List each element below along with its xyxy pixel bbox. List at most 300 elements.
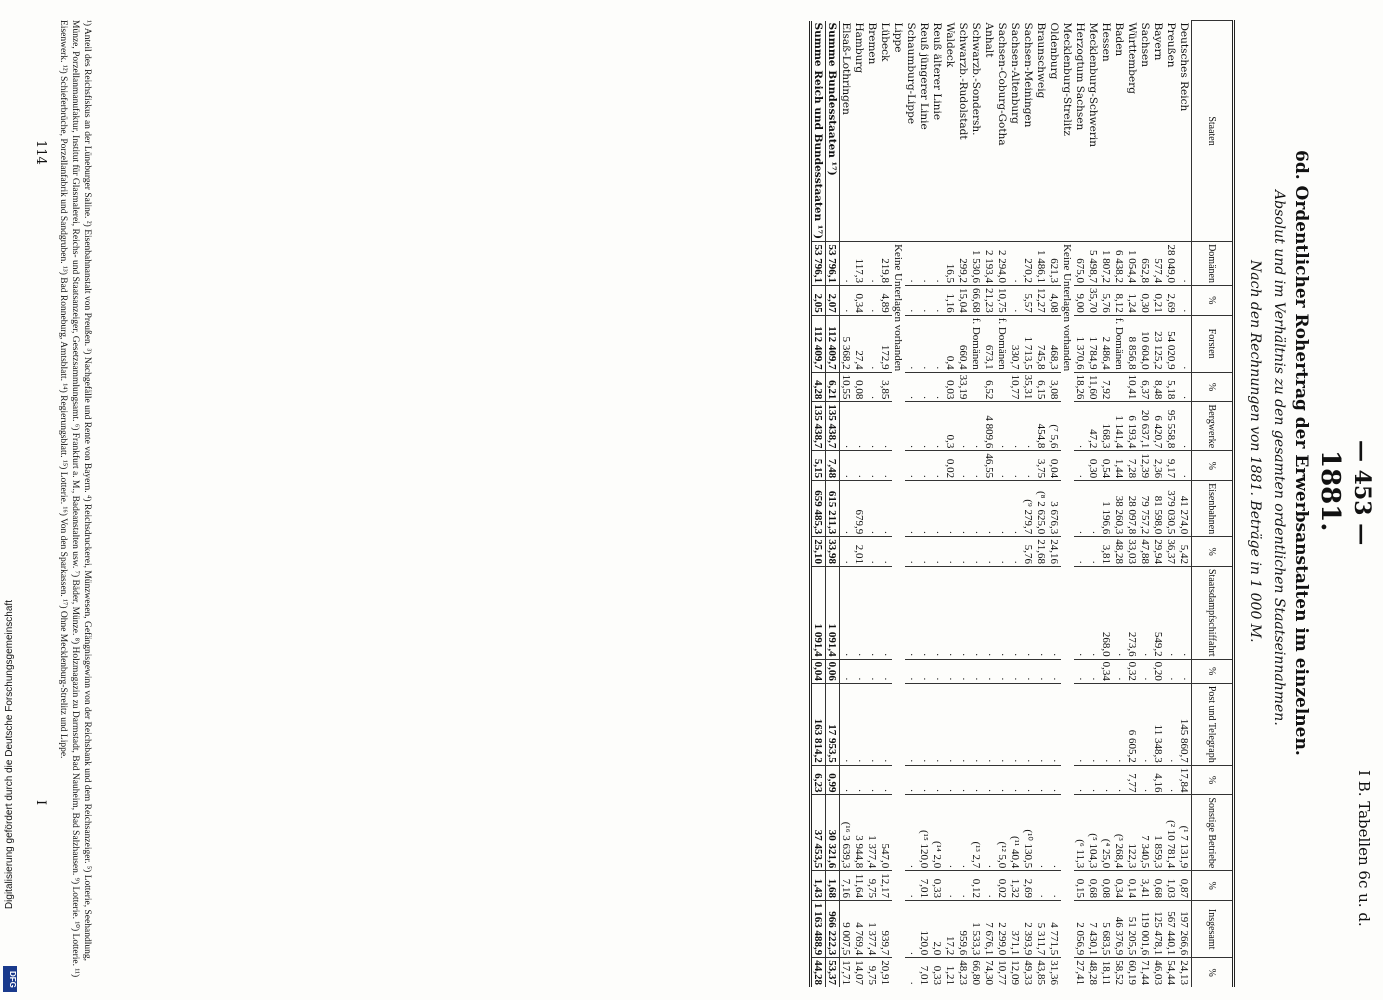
table-cell: 10 604,0 [1139, 315, 1152, 372]
table-cell: 0,34 [1100, 659, 1113, 683]
table-cell: 1,16 [944, 285, 957, 315]
table-cell: 48,23 [957, 958, 970, 987]
table-cell: 652,8 [1139, 242, 1152, 286]
table-row [879, 21, 892, 988]
table-cell: 5,76 [1100, 285, 1113, 315]
table-cell: 3,08 [1048, 372, 1061, 402]
table-cell: 9 007,5 [840, 901, 854, 958]
table-cell: 53 796,1 [811, 242, 826, 286]
table-cell: · [840, 481, 854, 537]
table-cell: · [970, 659, 983, 683]
table-cell: 9,17 [1165, 451, 1178, 481]
table-cell: · [931, 451, 944, 481]
table-cell: · [918, 315, 931, 372]
table-cell: · [996, 481, 1009, 537]
table-cell: 112 409,7 [811, 315, 826, 372]
table-cell: 567 440,1 [1165, 901, 1178, 958]
table-cell: 0,06 [826, 659, 840, 683]
table-cell: 35,70 [1087, 285, 1100, 315]
table-cell: 0,04 [1048, 451, 1061, 481]
table-cell: · [957, 683, 970, 765]
table-cell: 54 020,9 [1165, 315, 1178, 372]
table-cell: · [1165, 659, 1178, 683]
state-name: Anhalt [983, 22, 996, 58]
table-cell: · [996, 566, 1009, 659]
table-cell: 8,12 [1113, 285, 1126, 315]
table-cell: 299,2 [957, 242, 970, 286]
state-name: Summe Bundesstaaten ¹⁷) [826, 21, 840, 242]
table-cell: 4,16 [1152, 765, 1165, 795]
table-cell: 0,68 [1087, 871, 1100, 901]
table-cell: 14,07 [853, 958, 866, 987]
table-cell: 95 558,8 [1165, 402, 1178, 451]
table-cell: 7 340,5 [1139, 795, 1152, 871]
table-row [1074, 21, 1087, 988]
table-cell: 675,0 [1074, 242, 1087, 286]
table-cell: · [970, 765, 983, 795]
table-cell: 4 809,6 [983, 402, 996, 451]
table-cell: 66,80 [970, 958, 983, 987]
table-cell: 28 097,8 [1126, 481, 1139, 537]
year-heading: 1881. [1315, 450, 1345, 532]
table-cell: 135 438,7 [826, 402, 840, 451]
table-cell: 74,30 [983, 958, 996, 987]
table-cell: · [866, 566, 879, 659]
table-cell: · [879, 566, 892, 659]
table-cell: · [996, 451, 1009, 481]
table-cell: 3,81 [1100, 537, 1113, 567]
column-header: Post und Telegraph [1192, 683, 1234, 765]
table-cell: 577,4 [1152, 242, 1165, 286]
table-cell: · [931, 315, 944, 372]
table-cell: 44,28 [811, 958, 826, 987]
table-cell: 8 856,8 [1126, 315, 1139, 372]
table-cell: 11,60 [1087, 372, 1100, 402]
table-cell: 273,6 [1126, 566, 1139, 659]
table-cell: 17,2 [944, 901, 957, 958]
table-cell: 679,9 [853, 481, 866, 537]
column-header: Forsten [1192, 315, 1234, 372]
table-cell [1113, 372, 1126, 402]
table-row [892, 21, 905, 988]
table-cell: · [905, 958, 918, 987]
table-cell: · [866, 402, 879, 451]
table-cell: 673,1 [983, 315, 996, 372]
table-cell: · [944, 659, 957, 683]
table-cell: · [840, 765, 854, 795]
table-cell: · [905, 795, 918, 871]
table-cell: · [1087, 566, 1100, 659]
table-cell: · [840, 451, 854, 481]
table-cell: · [1113, 683, 1126, 765]
table-cell: 168,3 [1100, 402, 1113, 451]
table-cell: 5,42 [1178, 537, 1192, 567]
table-cell: 33,98 [826, 537, 840, 567]
table-cell: · [1035, 683, 1048, 765]
state-name: Württemberg [1126, 22, 1139, 94]
footnotes: ¹) Anteil des Reichsfiskus an der Lüneburger Saline. ²) Eisenbahnanstalt von Preußen. ³) Nachgefälle und Rente von Bayern. ⁴) Reichsdruckerei, Münzwesen, Gefängnisgewinn von der Reichsbank und dem Reichsanzeiger. ⁵) Lotterie, Seehandlung, Münze, Porzellanmanufaktur, Institut für Glasmalerei, Reichs- und Staatsanzeiger, Gesetzsammlungsamt. ⁶) Frankfurt a. M., Badeanstalten usw. ⁷) Bäder, Münze. ⁸) Holzmagazin zu Darmstadt, Bad Nauheim, Bad Salzhausen. ⁹) Lotterie. ¹⁰) Lotterie. ¹¹) Eisenwerk. ¹²) Schieferbrüche, Porzellanfabrik und Sandgruben. ¹³) Bad Ronneburg, Amtsblatt. ¹⁴) Regierungsblatt. ¹⁵) Lotterie. ¹⁶) Von den Sparkassen. ¹⁷) Ohne Mecklenburg-Strelitz und Lippe. [58, 20, 92, 978]
table-cell: 11 348,3 [1152, 683, 1165, 765]
table-cell: · [970, 566, 983, 659]
table-cell: 371,1 [1009, 901, 1022, 958]
table-cell: 0,3 [944, 402, 957, 451]
table-cell: 16,5 [944, 242, 957, 286]
table-cell: · [931, 537, 944, 567]
table-cell: 6,15 [1035, 372, 1048, 402]
table-cell: · [983, 765, 996, 795]
table-cell: 454,8 [1035, 402, 1048, 451]
table-cell: · [905, 566, 918, 659]
table-cell: 6,21 [826, 372, 840, 402]
table-row [853, 21, 866, 988]
table-header-row [1192, 21, 1234, 988]
table-cell: · [905, 285, 918, 315]
table-cell: · [944, 765, 957, 795]
table-subtitle: Absolut und im Verhältnis zu den gesamten ordentlichen Staatseinnahmen. [1271, 190, 1287, 726]
state-name: Reuß älterer Linie [931, 22, 944, 121]
table-cell: 1 091,4 [811, 566, 826, 659]
table-cell: · [1074, 481, 1087, 537]
table-cell: · [1048, 795, 1061, 871]
table-cell: · [905, 871, 918, 901]
table-cell: 120,0 [918, 901, 931, 958]
table-cell: 1 054,4 [1126, 242, 1139, 286]
table-cell: 117,3 [853, 242, 866, 286]
table-cell: · [983, 659, 996, 683]
table-cell: 4,28 [811, 372, 826, 402]
table-cell: 7,77 [1126, 765, 1139, 795]
column-header: Staaten [1192, 21, 1234, 242]
table-cell: (¹ 7 131,9 [1178, 795, 1192, 871]
table-cell: · [1087, 765, 1100, 795]
table-cell: 7 430,1 [1087, 901, 1100, 958]
table-cell: 119 001,6 [1139, 901, 1152, 958]
table-cell: · [1139, 683, 1152, 765]
table-cell: 46,03 [1152, 958, 1165, 987]
table-cell: 0,15 [1074, 871, 1087, 901]
table-cell: 1,03 [1165, 871, 1178, 901]
table-cell: 27,4 [853, 315, 866, 372]
table-cell: (⁶ 11,3 [1074, 795, 1087, 871]
table-cell: · [905, 537, 918, 567]
table-cell: 18,26 [1074, 372, 1087, 402]
table-cell: 33,19 [957, 372, 970, 402]
table-cell: · [931, 372, 944, 402]
table-cell: (¹⁰ 130,5 [1022, 795, 1035, 871]
table-cell: 1 196,6 [1100, 481, 1113, 537]
table-cell: 6,52 [983, 372, 996, 402]
table-cell: · [905, 451, 918, 481]
table-cell: · [905, 402, 918, 451]
table-row [1087, 21, 1100, 988]
table-cell: 49,33 [1022, 958, 1035, 987]
table-cell: 1 377,4 [866, 901, 879, 958]
table-cell: 0,54 [1100, 451, 1113, 481]
table-cell: · [996, 683, 1009, 765]
table-cell: 1 370,6 [1074, 315, 1087, 372]
table-cell: · [1048, 659, 1061, 683]
section-label: I B. Tabellen 6c u. d. [1355, 770, 1373, 927]
table-cell: 959,6 [957, 901, 970, 958]
table-cell: 3,41 [1139, 871, 1152, 901]
table-row [1035, 21, 1048, 988]
table-cell: · [931, 566, 944, 659]
table-cell: · [853, 451, 866, 481]
table-cell: 1 163 488,9 [811, 901, 826, 958]
table-cell: 46,55 [983, 451, 996, 481]
state-name: Bayern [1152, 22, 1165, 61]
table-cell: · [983, 871, 996, 901]
table-cell: · [1009, 683, 1022, 765]
state-name: Summe Reich und Bundesstaaten ¹⁷) [811, 21, 826, 242]
table-row [983, 21, 996, 988]
table-cell: 145 860,7 [1178, 683, 1192, 765]
table-cell: · [840, 683, 854, 765]
table-row [944, 21, 957, 988]
table-cell: 10,75 [996, 285, 1009, 315]
table-cell: (³ 268,4 [1113, 795, 1126, 871]
column-header: % [1192, 765, 1234, 795]
table-cell: · [1074, 765, 1087, 795]
table-cell: (⁷ 5,6 [1048, 402, 1061, 451]
table-cell: 3,75 [1035, 451, 1048, 481]
table-cell: 47,88 [1139, 537, 1152, 567]
table-cell: 43,85 [1035, 958, 1048, 987]
state-name: Sachsen [1139, 22, 1152, 67]
table-cell: 5,57 [1022, 285, 1035, 315]
table-cell: 1 377,4 [866, 795, 879, 871]
table-cell: · [840, 566, 854, 659]
table-cell: · [866, 451, 879, 481]
table-cell: · [931, 659, 944, 683]
table-cell: 1 713,5 [1022, 315, 1035, 372]
table-cell: · [931, 765, 944, 795]
table-cell: 21,23 [983, 285, 996, 315]
table-cell: · [1022, 402, 1035, 451]
table-cell: 2 294,0 [996, 242, 1009, 286]
table-cell: · [879, 451, 892, 481]
table-cell: · [944, 795, 957, 871]
table-cell: 46 376,9 [1113, 901, 1126, 958]
table-cell: · [1087, 659, 1100, 683]
table-cell: · [957, 871, 970, 901]
table-cell: · [970, 481, 983, 537]
table-cell: 0,08 [853, 372, 866, 402]
table-cell: 966 222,3 [826, 901, 840, 958]
table-cell: · [1022, 683, 1035, 765]
table-cell: · [1035, 871, 1048, 901]
table-cell: 135 438,7 [811, 402, 826, 451]
table-cell: · [1009, 285, 1022, 315]
table-cell: 3,85 [879, 372, 892, 402]
table-cell: 58,52 [1113, 958, 1126, 987]
table-cell: · [1035, 659, 1048, 683]
table-cell: 10,41 [1126, 372, 1139, 402]
table-cell: 12,17 [879, 871, 892, 901]
state-name: Elsaß-Lothringen [840, 22, 853, 115]
note-cell: Keine Unterlagen vorhanden [892, 242, 905, 987]
table-cell: · [944, 566, 957, 659]
table-cell: · [853, 765, 866, 795]
table-cell: 163 814,2 [811, 683, 826, 765]
table-cell: 6,23 [811, 765, 826, 795]
table-cell: 745,8 [1035, 315, 1048, 372]
table-cell: 659 485,3 [811, 481, 826, 537]
table-cell: · [1113, 566, 1126, 659]
table-cell: (⁴ 25,0 [1100, 795, 1113, 871]
table-cell: 2 486,4 [1100, 315, 1113, 372]
table-cell: · [905, 242, 918, 286]
table-cell: 0,21 [1152, 285, 1165, 315]
table-cell: 2 299,0 [996, 901, 1009, 958]
state-name: Reuß jüngerer Linie [918, 22, 931, 130]
table-cell: · [866, 372, 879, 402]
column-header: Bergwerke [1192, 402, 1234, 451]
table-cell: · [1009, 537, 1022, 567]
table-cell: 1 530,6 [970, 242, 983, 286]
table-cell: 2,05 [811, 285, 826, 315]
table-cell: f. Domänen [970, 315, 983, 372]
table-cell: · [1100, 765, 1113, 795]
column-header: Staatsdampfschiffahrt [1192, 566, 1234, 659]
table-cell: · [1009, 242, 1022, 286]
table-cell: 2,01 [853, 537, 866, 567]
column-header: % [1192, 659, 1234, 683]
table-cell: 5 311,7 [1035, 901, 1048, 958]
table-cell: 4 769,4 [853, 901, 866, 958]
table-cell: (¹³ 2,7 [970, 795, 983, 871]
table-cell: · [1087, 683, 1100, 765]
table-cell: 0,04 [811, 659, 826, 683]
table-row [1048, 21, 1061, 988]
table-cell: 29,94 [1152, 537, 1165, 567]
table-cell: 5,18 [1165, 372, 1178, 402]
table-cell: 4 771,5 [1048, 901, 1061, 958]
column-header: % [1192, 285, 1234, 315]
table-row [905, 21, 918, 988]
table-cell: 41 274,0 [1178, 481, 1192, 537]
state-name: Mecklenburg-Strelitz [1061, 22, 1074, 136]
table-cell: · [1165, 566, 1178, 659]
table-cell: 1 859,3 [1152, 795, 1165, 871]
table-cell: 1 533,3 [970, 901, 983, 958]
table-cell: 5 498,7 [1087, 242, 1100, 286]
table-cell: 0,34 [1113, 871, 1126, 901]
table-cell: · [1022, 659, 1035, 683]
table-cell: 27,41 [1074, 958, 1087, 987]
state-name: Baden [1113, 22, 1126, 57]
table-cell: 7,92 [1100, 372, 1113, 402]
table-cell: · [970, 537, 983, 567]
table-cell: 0,14 [1126, 871, 1139, 901]
table-cell: · [1087, 537, 1100, 567]
page-marker-right: 114 [33, 140, 48, 165]
table-cell: 4,89 [879, 285, 892, 315]
table-cell: · [866, 242, 879, 286]
table-row [840, 21, 854, 988]
table-cell: · [879, 481, 892, 537]
table-cell: · [918, 402, 931, 451]
table-cell: · [996, 659, 1009, 683]
table-cell: 11,64 [853, 871, 866, 901]
table-cell: · [996, 402, 1009, 451]
table-cell: · [1022, 451, 1035, 481]
table-cell: · [879, 683, 892, 765]
table-cell: · [879, 402, 892, 451]
table-cell: · [957, 795, 970, 871]
table-cell: 17,84 [1178, 765, 1192, 795]
table-cell: 8,48 [1152, 372, 1165, 402]
table-cell: · [1074, 659, 1087, 683]
table-cell: 2,0 [931, 901, 944, 958]
state-name: Deutsches Reich [1178, 22, 1191, 112]
table-cell: 1,43 [811, 871, 826, 901]
table-cell: · [866, 315, 879, 372]
table-cell: · [918, 242, 931, 286]
table-cell: · [1178, 242, 1192, 286]
table-cell: 7,16 [840, 871, 854, 901]
table-cell [996, 372, 1009, 402]
state-name: Schwarzb.-Sondersh. [970, 22, 983, 136]
table-cell: · [905, 481, 918, 537]
table-cell: 21,68 [1035, 537, 1048, 567]
state-name: Bremen [866, 22, 879, 65]
table-cell: · [1009, 765, 1022, 795]
table-cell: 30 321,6 [826, 795, 840, 871]
state-name: Sachsen-Meiningen [1022, 22, 1035, 128]
table-cell: 48,28 [1113, 537, 1126, 567]
table-cell: (¹⁴ 2,0 [931, 795, 944, 871]
table-row [826, 21, 840, 988]
table-cell: · [983, 795, 996, 871]
table-cell: · [1035, 765, 1048, 795]
table-cell: 270,2 [1022, 242, 1035, 286]
table-cell: 2 193,4 [983, 242, 996, 286]
table-cell: · [905, 901, 918, 958]
table-row [1022, 21, 1035, 988]
table-cell: · [996, 537, 1009, 567]
table-cell: 51 205,5 [1126, 901, 1139, 958]
table-cell: · [1178, 566, 1192, 659]
state-name: Lippe [892, 22, 905, 53]
table-cell: 47,2 [1087, 402, 1100, 451]
table-cell: · [1165, 765, 1178, 795]
table-cell: 2,36 [1152, 451, 1165, 481]
table-cell: · [931, 242, 944, 286]
table-cell: · [879, 659, 892, 683]
table-cell: · [1048, 566, 1061, 659]
table-cell: · [944, 871, 957, 901]
table-cell: · [1139, 566, 1152, 659]
table-cell: 1,68 [826, 871, 840, 901]
revenue-table [809, 20, 1235, 987]
table-cell: 1,32 [1009, 871, 1022, 901]
table-cell: 7,01 [918, 871, 931, 901]
table-cell: · [840, 659, 854, 683]
table-cell: 0,33 [931, 958, 944, 987]
table-cell: · [866, 481, 879, 537]
table-cell: 6,37 [1139, 372, 1152, 402]
table-cell: 3 676,3 [1048, 481, 1061, 537]
table-cell: 468,3 [1048, 315, 1061, 372]
table-cell: 172,9 [879, 315, 892, 372]
table-cell: 1 141,4 [1113, 402, 1126, 451]
state-name: Braunschweig [1035, 22, 1048, 99]
table-cell: · [918, 537, 931, 567]
table-cell: · [840, 242, 854, 286]
table-body [811, 21, 1192, 988]
table-cell: · [1178, 372, 1192, 402]
